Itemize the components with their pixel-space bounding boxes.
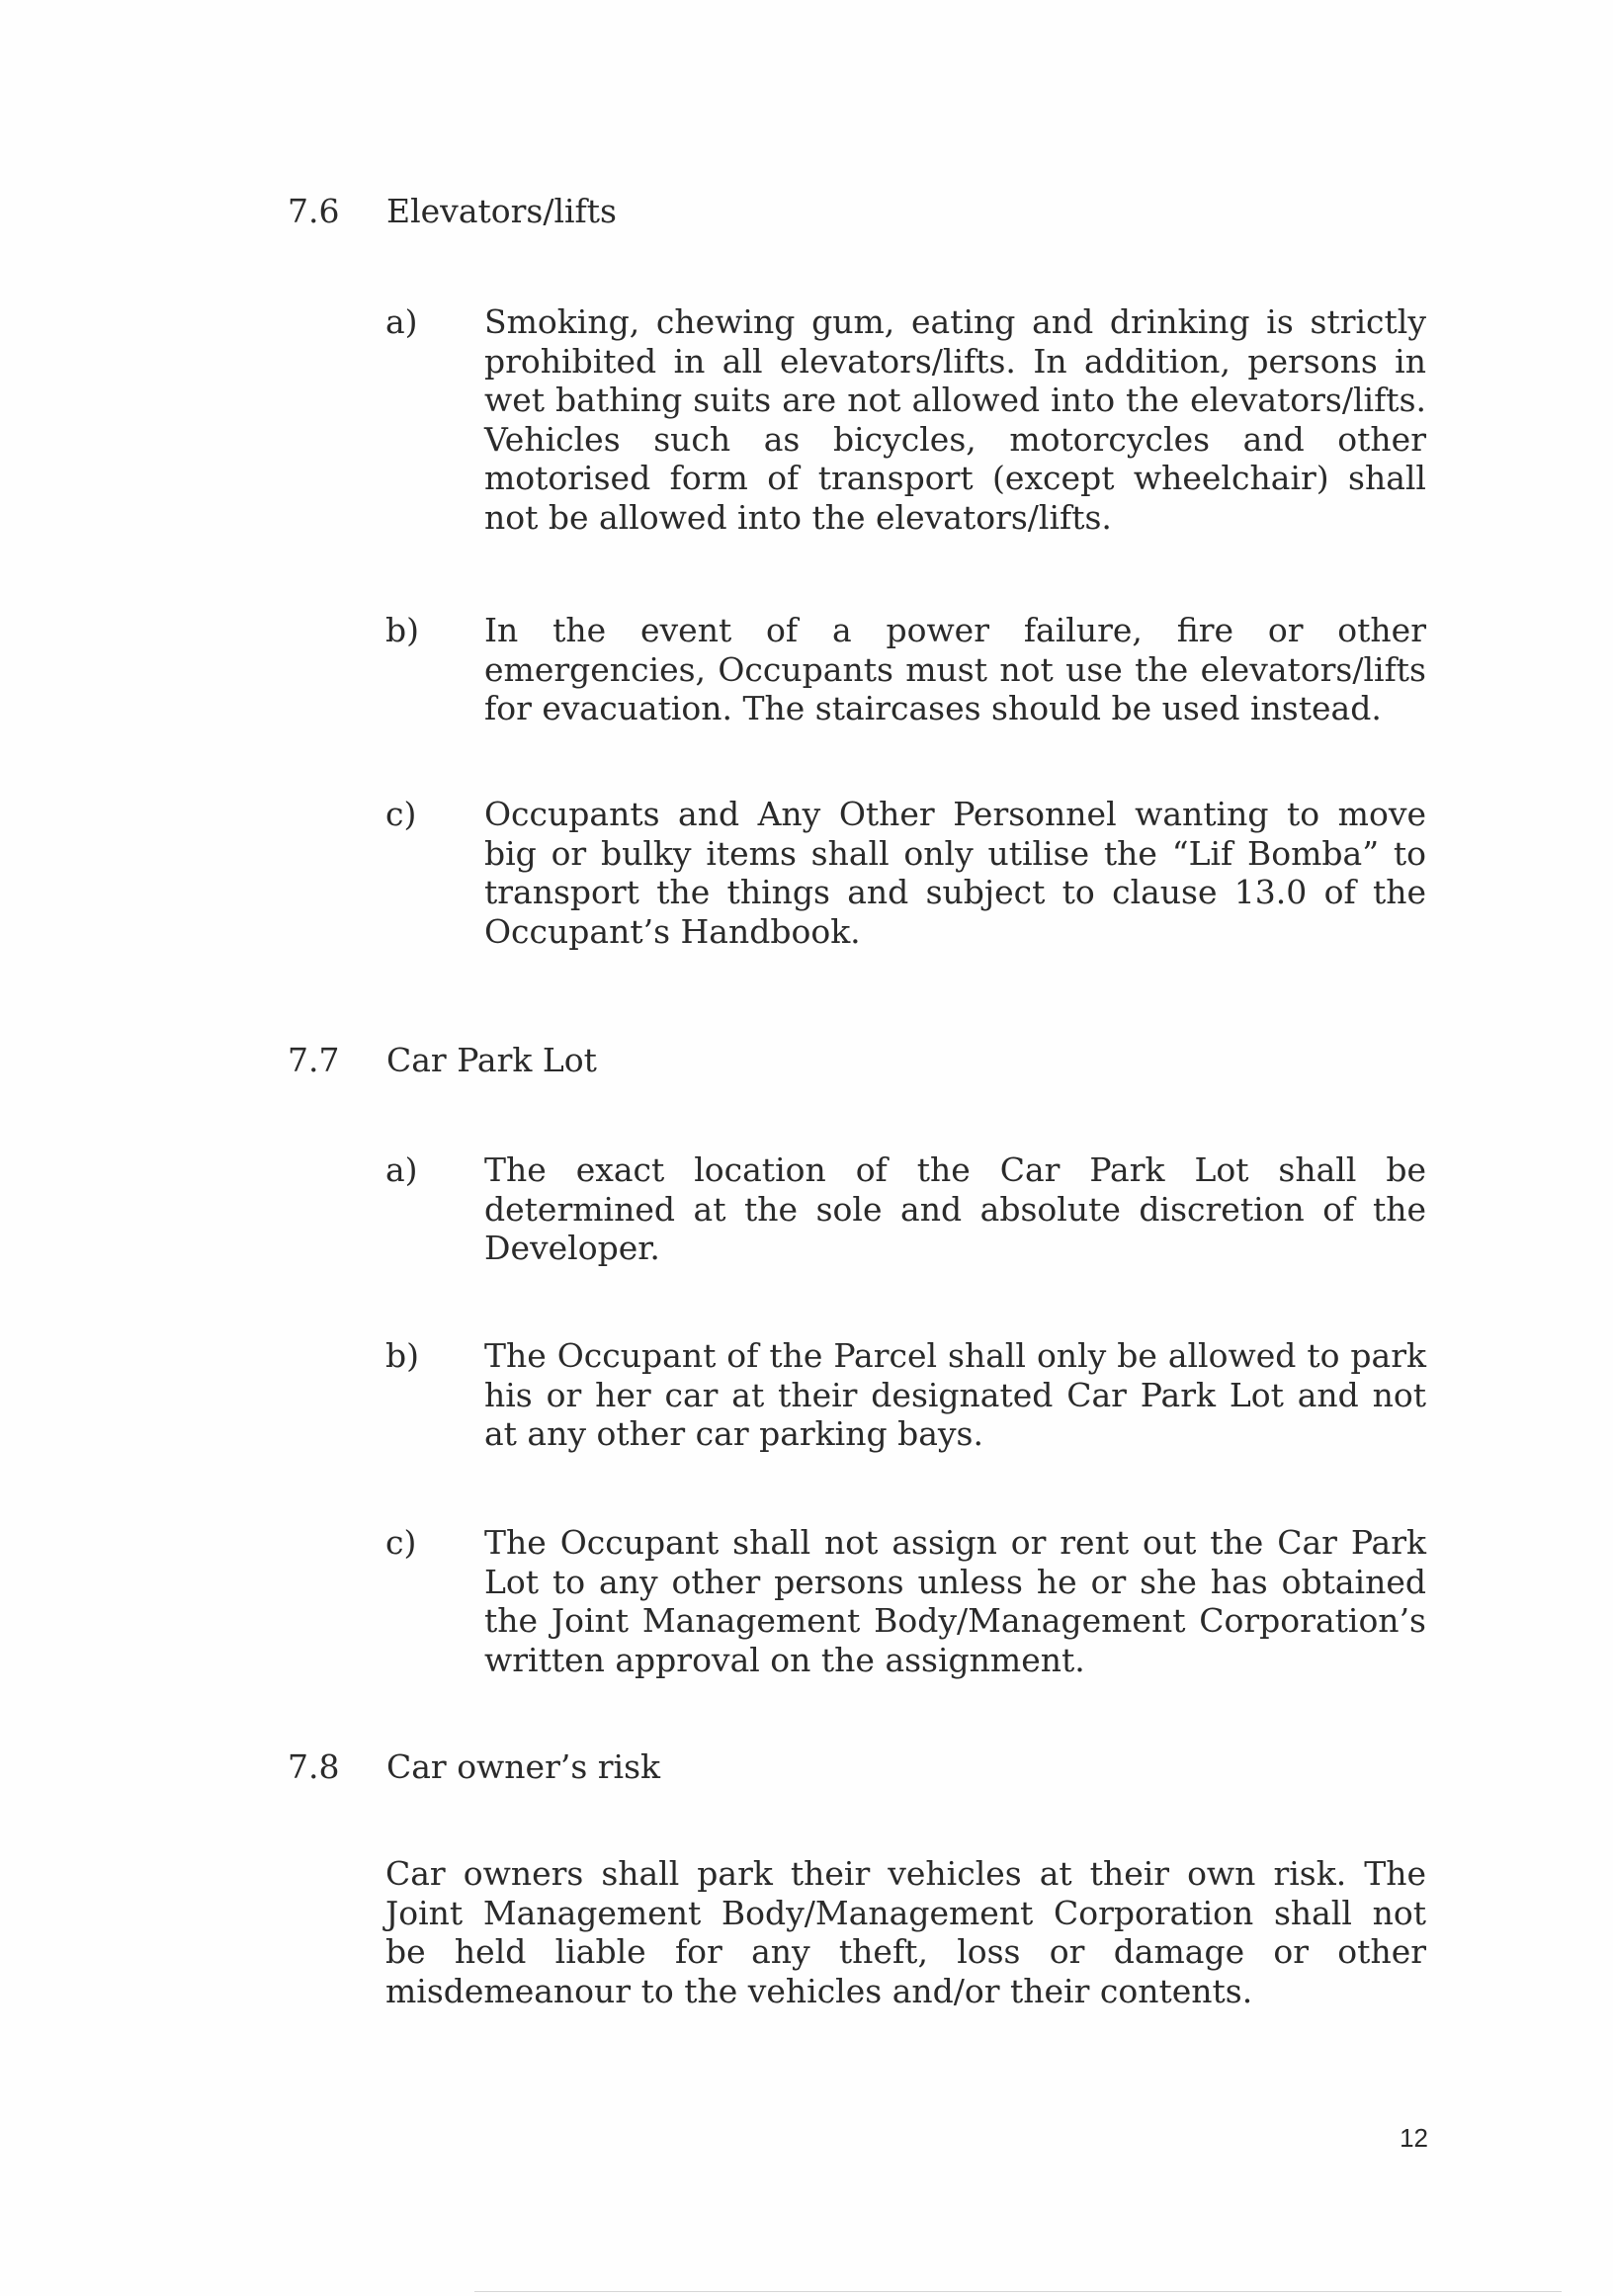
clause-letter: b): [385, 611, 419, 649]
clause-letter: a): [385, 302, 418, 341]
section-heading-7-8: [288, 1747, 660, 1787]
clause-text: The exact location of the Car Park Lot shall be determined at the sole and absolute discretion of the Developer.: [484, 1150, 1426, 1267]
section-number: 7.8: [288, 1747, 340, 1786]
clause-text: The Occupant of the Parcel shall only be allowed to park his or her car at their designated Car Park Lot and not at any other car parking bays.: [484, 1336, 1426, 1453]
clause-text: Smoking, chewing gum, eating and drinking is strictly prohibited in all elevators/lifts. In addition, persons in wet bathing suits are not allowed into the elevators/lifts. Vehicles such as bicycles, motorcycles and other motorised form of transport (except wheelchair) shall not be allowed into the elevators/lifts.: [484, 302, 1426, 537]
paragraph-7-8: Car owners shall park their vehicles at their own risk. The Joint Management Body/Management Corporation shall not be held liable for any theft, loss or damage or other misdemeanour to the vehicles and/or their contents.: [385, 1854, 1426, 2010]
clause-letter: a): [385, 1150, 418, 1189]
clause-letter: c): [385, 1523, 417, 1562]
section-number: 7.7: [288, 1041, 340, 1079]
section-heading-7-6: [288, 192, 617, 231]
section-title: Elevators/lifts: [386, 192, 617, 230]
section-heading-7-7: [288, 1041, 597, 1080]
page-number: 12: [1400, 2123, 1428, 2153]
clause-text: In the event of a power failure, fire or other emergencies, Occupants must not use the elevators/lifts for evacuation. The staircases should be used instead.: [484, 611, 1426, 727]
section-title: Car Park Lot: [386, 1041, 597, 1079]
clause-letter: b): [385, 1336, 419, 1375]
clause-text: The Occupant shall not assign or rent out the Car Park Lot to any other persons unless he or she has obtained the Joint Management Body/Management Corporation’s written approval on the assignment.: [484, 1523, 1426, 1679]
section-title: Car owner’s risk: [386, 1747, 661, 1786]
clause-text: Occupants and Any Other Personnel wanting to move big or bulky items shall only utilise the “Lif Bomba” to transport the things and subject to clause 13.0 of the Occupant’s Handbook.: [484, 795, 1426, 951]
section-number: 7.6: [288, 192, 340, 230]
clause-letter: c): [385, 795, 417, 833]
scan-edge-line: [474, 2291, 1562, 2292]
